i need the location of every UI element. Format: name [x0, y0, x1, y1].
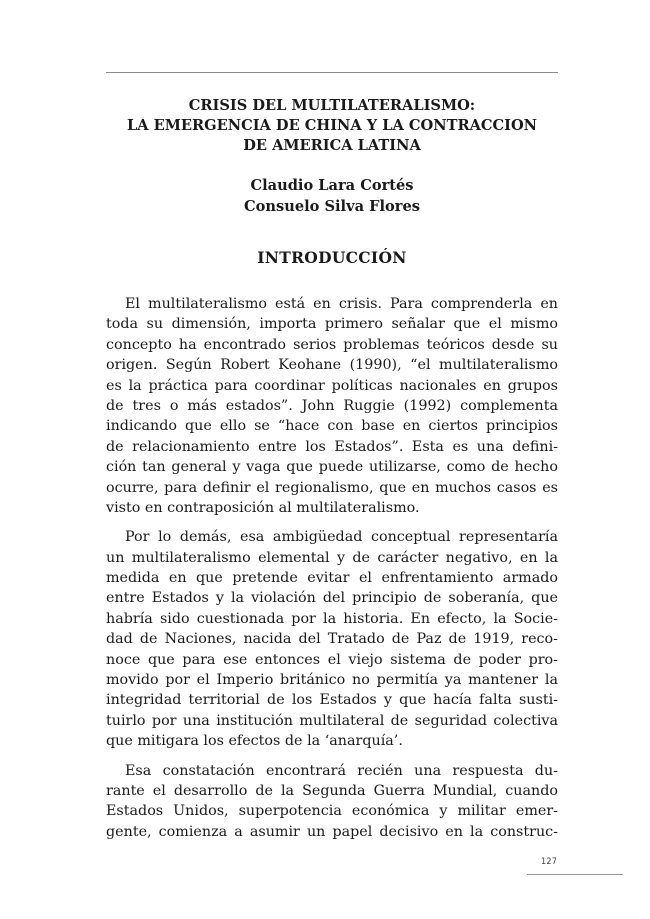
text-line: Esa constatación encontrará recién una respuesta du-: [125, 762, 558, 779]
text-line: un multilateralismo elemental y de carácter negativo, en la: [106, 549, 558, 566]
text-line: que mitigara los efectos de la ‘anarquía’.: [106, 733, 403, 750]
author-list: [95, 175, 569, 217]
text-line: Estados Unidos, superpotencia económica y militar emer-: [106, 803, 558, 820]
text-line: medida en que pretende evitar el enfrentamiento armado: [106, 570, 558, 587]
text-line: es la práctica para coordinar políticas nacionales en grupos: [106, 377, 558, 394]
article-title: [95, 96, 569, 156]
text-line: Por lo demás, esa ambigüedad conceptual representaría: [125, 529, 558, 546]
section-heading: INTRODUCCIÓN: [257, 248, 407, 267]
author-name: Consuelo Silva Flores: [244, 198, 420, 215]
paragraph: [106, 761, 558, 843]
text-line: de tres o más estados”. John Ruggie (1992) complementa: [106, 397, 558, 414]
text-line: noce que para ese entonces el viejo sistema de poder pro-: [106, 651, 558, 668]
author-name: Claudio Lara Cortés: [250, 177, 414, 194]
paragraph: [106, 294, 558, 518]
text-line: origen. Según Robert Keohane (1990), “el multilateralismo: [106, 357, 558, 374]
text-line: entre Estados y la violación del principio de soberanía, que: [106, 590, 558, 607]
title-line: LA EMERGENCIA DE CHINA Y LA CONTRACCION: [126, 117, 538, 134]
text-line: de relacionamiento entre los Estados”. Esta es una defini-: [106, 438, 558, 455]
text-line: visto en contraposición al multilateralismo.: [106, 499, 420, 516]
text-line: concepto ha encontrado serios problemas teóricos desde su: [106, 336, 558, 353]
text-line: gente, comienza a asumir un papel decisivo en la construc-: [106, 823, 558, 840]
text-line: toda su dimensión, importa primero señalar que el mismo: [106, 316, 558, 333]
text-line: movido por el Imperio británico no permitía ya mantener la: [106, 672, 558, 689]
header-rule: [106, 72, 558, 73]
page-number: 127: [541, 857, 558, 867]
text-line: El multilateralismo está en crisis. Para comprenderla en: [125, 296, 558, 312]
paragraph: [106, 527, 558, 751]
text-line: rante el desarrollo de la Segunda Guerra Mundial, cuando: [106, 782, 558, 799]
title-line: CRISIS DEL MULTILATERALISMO:: [188, 97, 476, 114]
text-line: ocurre, para definir el regionalismo, que en muchos casos es: [106, 479, 558, 496]
title-line: DE AMERICA LATINA: [243, 137, 421, 154]
footer-rule: [527, 874, 623, 875]
text-line: indicando que ello se “hace con base en ciertos principios: [106, 418, 558, 435]
text-line: dad de Naciones, nacida del Tratado de Paz de 1919, reco-: [106, 631, 558, 648]
text-line: integridad territorial de los Estados y que hacía falta susti-: [106, 692, 558, 709]
text-line: ción tan general y vaga que puede utilizarse, como de hecho: [106, 459, 558, 476]
text-line: tuirlo por una institución multilateral de seguridad colectiva: [106, 712, 558, 729]
body-text: [106, 294, 558, 851]
text-line: habría sido cuestionada por la historia. En efecto, la Socie-: [106, 610, 558, 627]
